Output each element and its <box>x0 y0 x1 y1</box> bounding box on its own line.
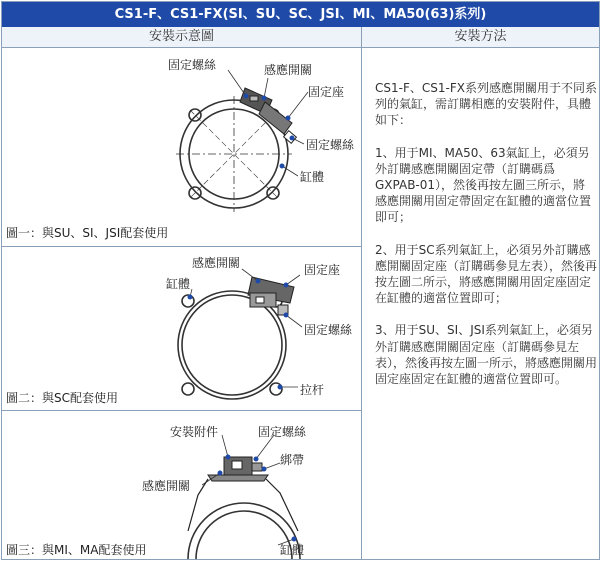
label-strap: 綁帶 <box>280 453 305 467</box>
strap <box>188 479 298 531</box>
label-sensor-switch-2: 感應開關 <box>192 256 241 270</box>
page-title: CS1-F、CS1-FX(SI、SU、SC、JSI、MI、MA50(63)系列) <box>2 2 599 27</box>
diagram-panel-3 <box>2 411 361 559</box>
label-sensor-switch-3: 感應開關 <box>142 479 191 493</box>
label-fixing-screw-2: 固定螺絲 <box>304 323 353 337</box>
diagram-3-caption: 圖三：與MI、MA配套使用 <box>6 543 147 557</box>
label-cylinder-body: 缸體 <box>300 170 325 184</box>
label-fixing-screw-side: 固定螺絲 <box>306 138 355 152</box>
installation-method <box>375 80 597 403</box>
label-cylinder-body-2: 缸體 <box>166 277 191 291</box>
diagram-1-caption: 圖一：與SU、SI、JSI配套使用 <box>6 226 169 240</box>
label-tie-rod: 拉杆 <box>300 383 325 397</box>
diagram-panel-1 <box>2 48 361 246</box>
method-intro: CS1-F、CS1-FX系列感應開關用于不同系列的氣缸，需訂購相應的安裝附件，具體如下： <box>375 81 597 128</box>
switch-assembly-2 <box>248 277 294 315</box>
label-cylinder-body-3: 缸體 <box>280 543 305 557</box>
column-divider <box>361 27 362 559</box>
label-mounting-accessory: 安裝附件 <box>170 425 219 439</box>
label-fixing-screw-top: 固定螺絲 <box>168 58 217 72</box>
spec-sheet <box>1 1 600 560</box>
method-item-1: 1、用于MI、MA50、63氣缸上，必須另外訂購感應開關固定帶（訂購碼爲GXPAB-01），然後再按左圖三所示，將感應開關用固定帶固定在缸體的適當位置即可； <box>375 145 592 225</box>
label-fixing-seat: 固定座 <box>308 85 345 99</box>
diagram-column-header: 安裝示意圖 <box>2 27 361 48</box>
method-item-2: 2、用于SC系列氣缸上，必須另外訂購感應開關固定座（訂購碼參見左表），然後再按左圖二所示，將感應開關用固定座固定在缸體的適當位置即可； <box>375 242 598 306</box>
diagram-panel-2 <box>2 247 361 409</box>
switch-assembly-3 <box>208 457 268 481</box>
method-column-header: 安裝方法 <box>362 27 599 48</box>
label-fixing-seat-2: 固定座 <box>304 263 341 277</box>
label-sensor-switch: 感應開關 <box>264 63 313 77</box>
diagram-2-caption: 圖二：與SC配套使用 <box>6 391 118 405</box>
method-item-3: 3、用于SU、SI、JSI系列氣缸上，必須另外訂購感應開關固定座（訂購碼參見左表），然後再按左圖一所示，將感應開關用固定座固定在缸體的適當位置即可。 <box>375 323 598 387</box>
label-fixing-screw-3: 固定螺絲 <box>258 425 307 439</box>
